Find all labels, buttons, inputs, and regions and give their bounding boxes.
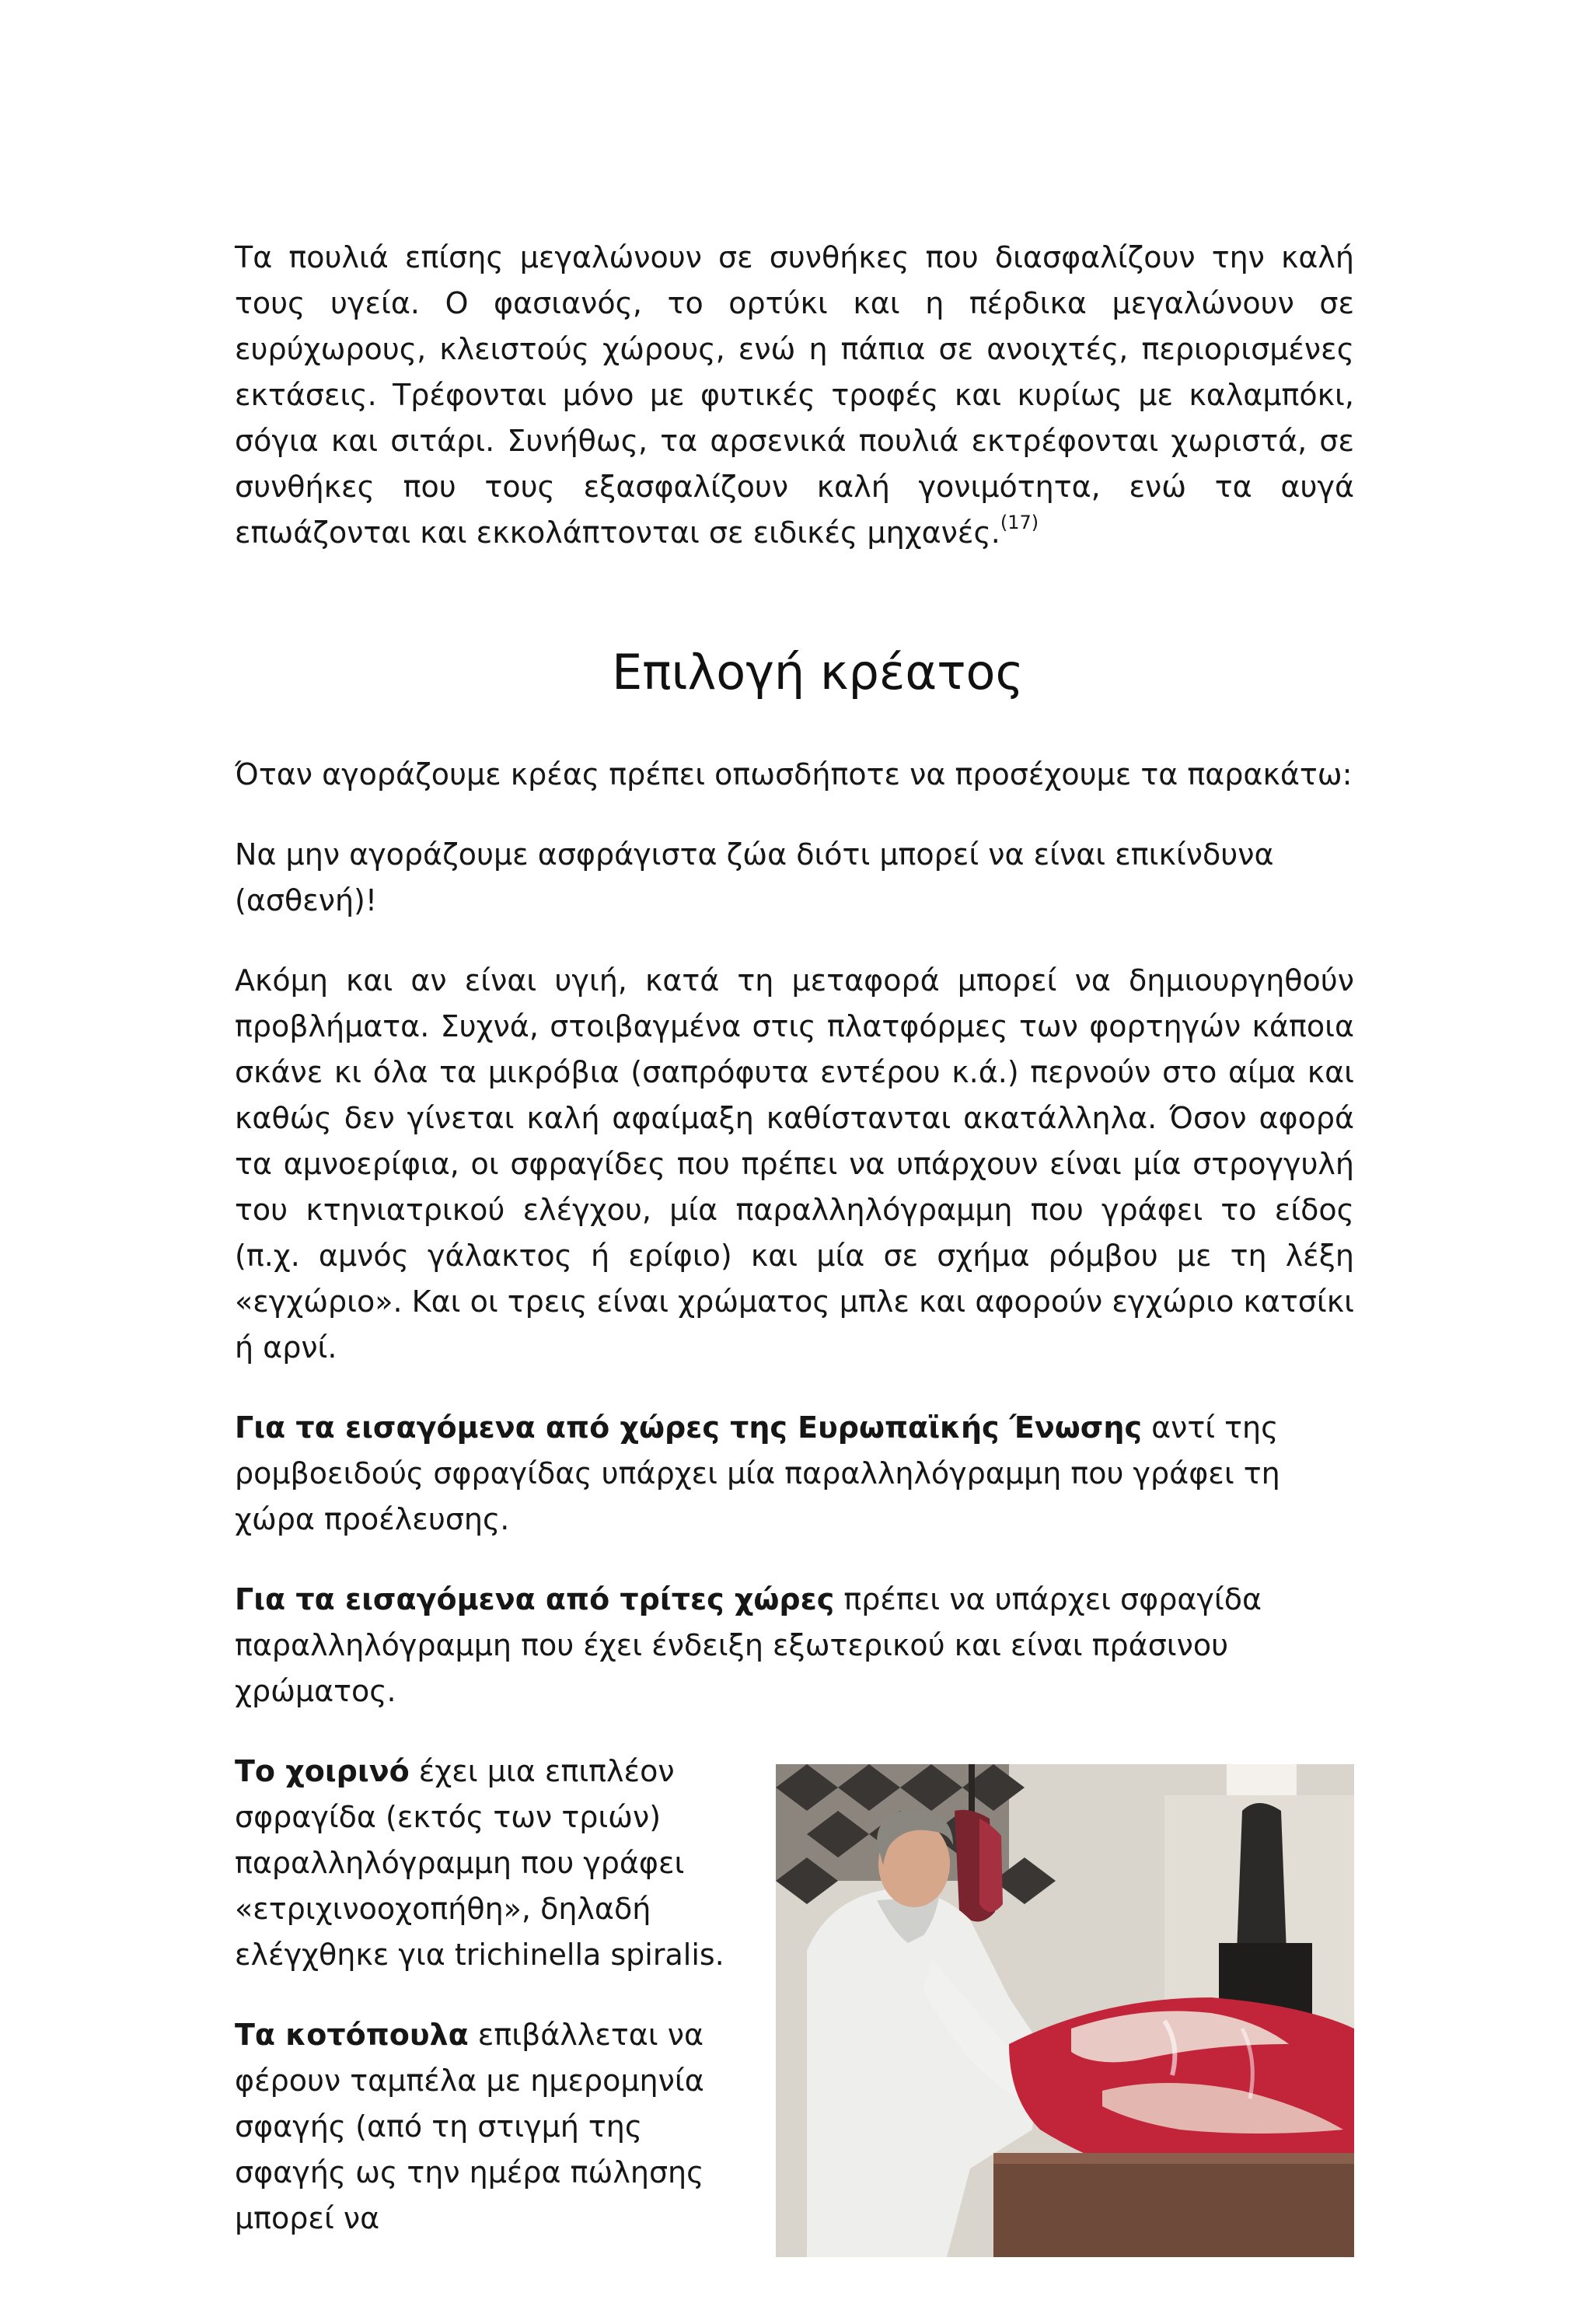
third-country-bold-lead: Για τα εισαγόμενα από τρίτες χώρες: [235, 1582, 835, 1616]
paragraph-pork: [235, 1749, 748, 1978]
photo-chopping-block: [993, 2153, 1354, 2257]
section-heading: Επιλογή κρέατος: [612, 644, 1024, 701]
paragraph-third-country-imports: [235, 1577, 1354, 1714]
paragraph-birds-text: Τα πουλιά επίσης μεγαλώνουν σε συνθήκες που διασφαλίζουν την καλή τους υγεία. Ο φασιανός, το ορτύκι και η πέρδικα μεγαλώνουν σε ευρύχωρους, κλειστούς χώρους, ενώ η πάπια σε ανοιχτές, περιορισμένες εκτάσεις. Τρέφονται μόνο με φυτικές τροφές και κυρίως με καλαμπόκι, σόγια και σιτάρι. Συνήθως, τα αρσενικά πουλιά εκτρέφονται χωριστά, σε συνθήκες που τους εξασφαλίζουν καλή γονιμότητα, ενώ τα αυγά επωάζονται και εκκολάπτονται σε ειδικές μηχανές.: [235, 240, 1354, 550]
butcher-photo-illustration: [776, 1764, 1354, 2257]
pork-chicken-section: [235, 1749, 1354, 2324]
paragraph-unstamped-warning: Να μην αγοράζουμε ασφράγιστα ζώα διότι μπορεί να είναι επικίνδυνα (ασθενή)!: [235, 837, 1274, 917]
pork-text: έχει μια επιπλέον σφραγίδα (εκτός των τριών) παραλληλόγραμμη που γράφει «ετριχινοοχοπήθη», δηλαδή ελέγχθηκε για trichinella spiralis.: [235, 1754, 724, 1972]
eu-imports-bold-lead: Για τα εισαγόμενα από χώρες της Ευρωπαϊκής Ένωσης: [235, 1410, 1142, 1445]
paragraph-birds: [235, 235, 1354, 556]
document-body: [235, 235, 1354, 2324]
paragraph-when-buying: Όταν αγοράζουμε κρέας πρέπει οπωσδήποτε να προσέχουμε τα παρακάτω:: [235, 757, 1353, 792]
pork-bold-lead: Το χοιρινό: [235, 1754, 410, 1788]
photo-chopping-block-top: [993, 2153, 1354, 2164]
paragraph-eu-imports: [235, 1405, 1354, 1543]
chickens-bold-lead: Τα κοτόπουλα: [235, 2018, 469, 2052]
third-country-text: πρέπει να υπάρχει σφραγίδα παραλληλόγραμμη που έχει ένδειξη εξωτερικού και είναι πράσινου χρώματος.: [235, 1582, 1262, 1708]
eu-imports-text: αντί της ρομβοειδούς σφραγίδας υπάρχει μία παραλληλόγραμμη που γράφει τη χώρα προέλευσης.: [235, 1410, 1280, 1536]
citation-superscript: (17): [1000, 512, 1039, 533]
paragraph-chickens: [235, 2012, 748, 2242]
paragraph-transport: Ακόμη και αν είναι υγιή, κατά τη μεταφορά μπορεί να δημιουργηθούν προβλήματα. Συχνά, στοιβαγμένα στις πλατφόρμες των φορτηγών κάποια σκάνε κι όλα τα μικρόβια (σαπρόφυτα εντέρου κ.ά.) περνούν στο αίμα και καθώς δεν γίνεται καλή αφαίμαξη καθίστανται ακατάλληλα. Όσον αφορά τα αμνοερίφια, οι σφραγίδες που πρέπει να υπάρχουν είναι μία στρογγυλή του κτηνιατρικού ελέγχου, μία παραλληλόγραμμη που γράφει το είδος (π.χ. αμνός γάλακτος ή ερίφιο) και μία σε σχήμα ρόμβου με τη λέξη «εγχώριο». Και οι τρεις είναι χρώματος μπλε και αφορούν εγχώριο κατσίκι ή αρνί.: [235, 963, 1354, 1365]
butcher-photo: [776, 1764, 1354, 2257]
chickens-text: επιβάλλεται να φέρουν ταμπέλα με ημερομηνία σφαγής (από τη στιγμή της σφαγής ως την ημέρα πώλησης μπορεί να: [235, 2018, 704, 2235]
left-text-column: [235, 1749, 748, 2242]
